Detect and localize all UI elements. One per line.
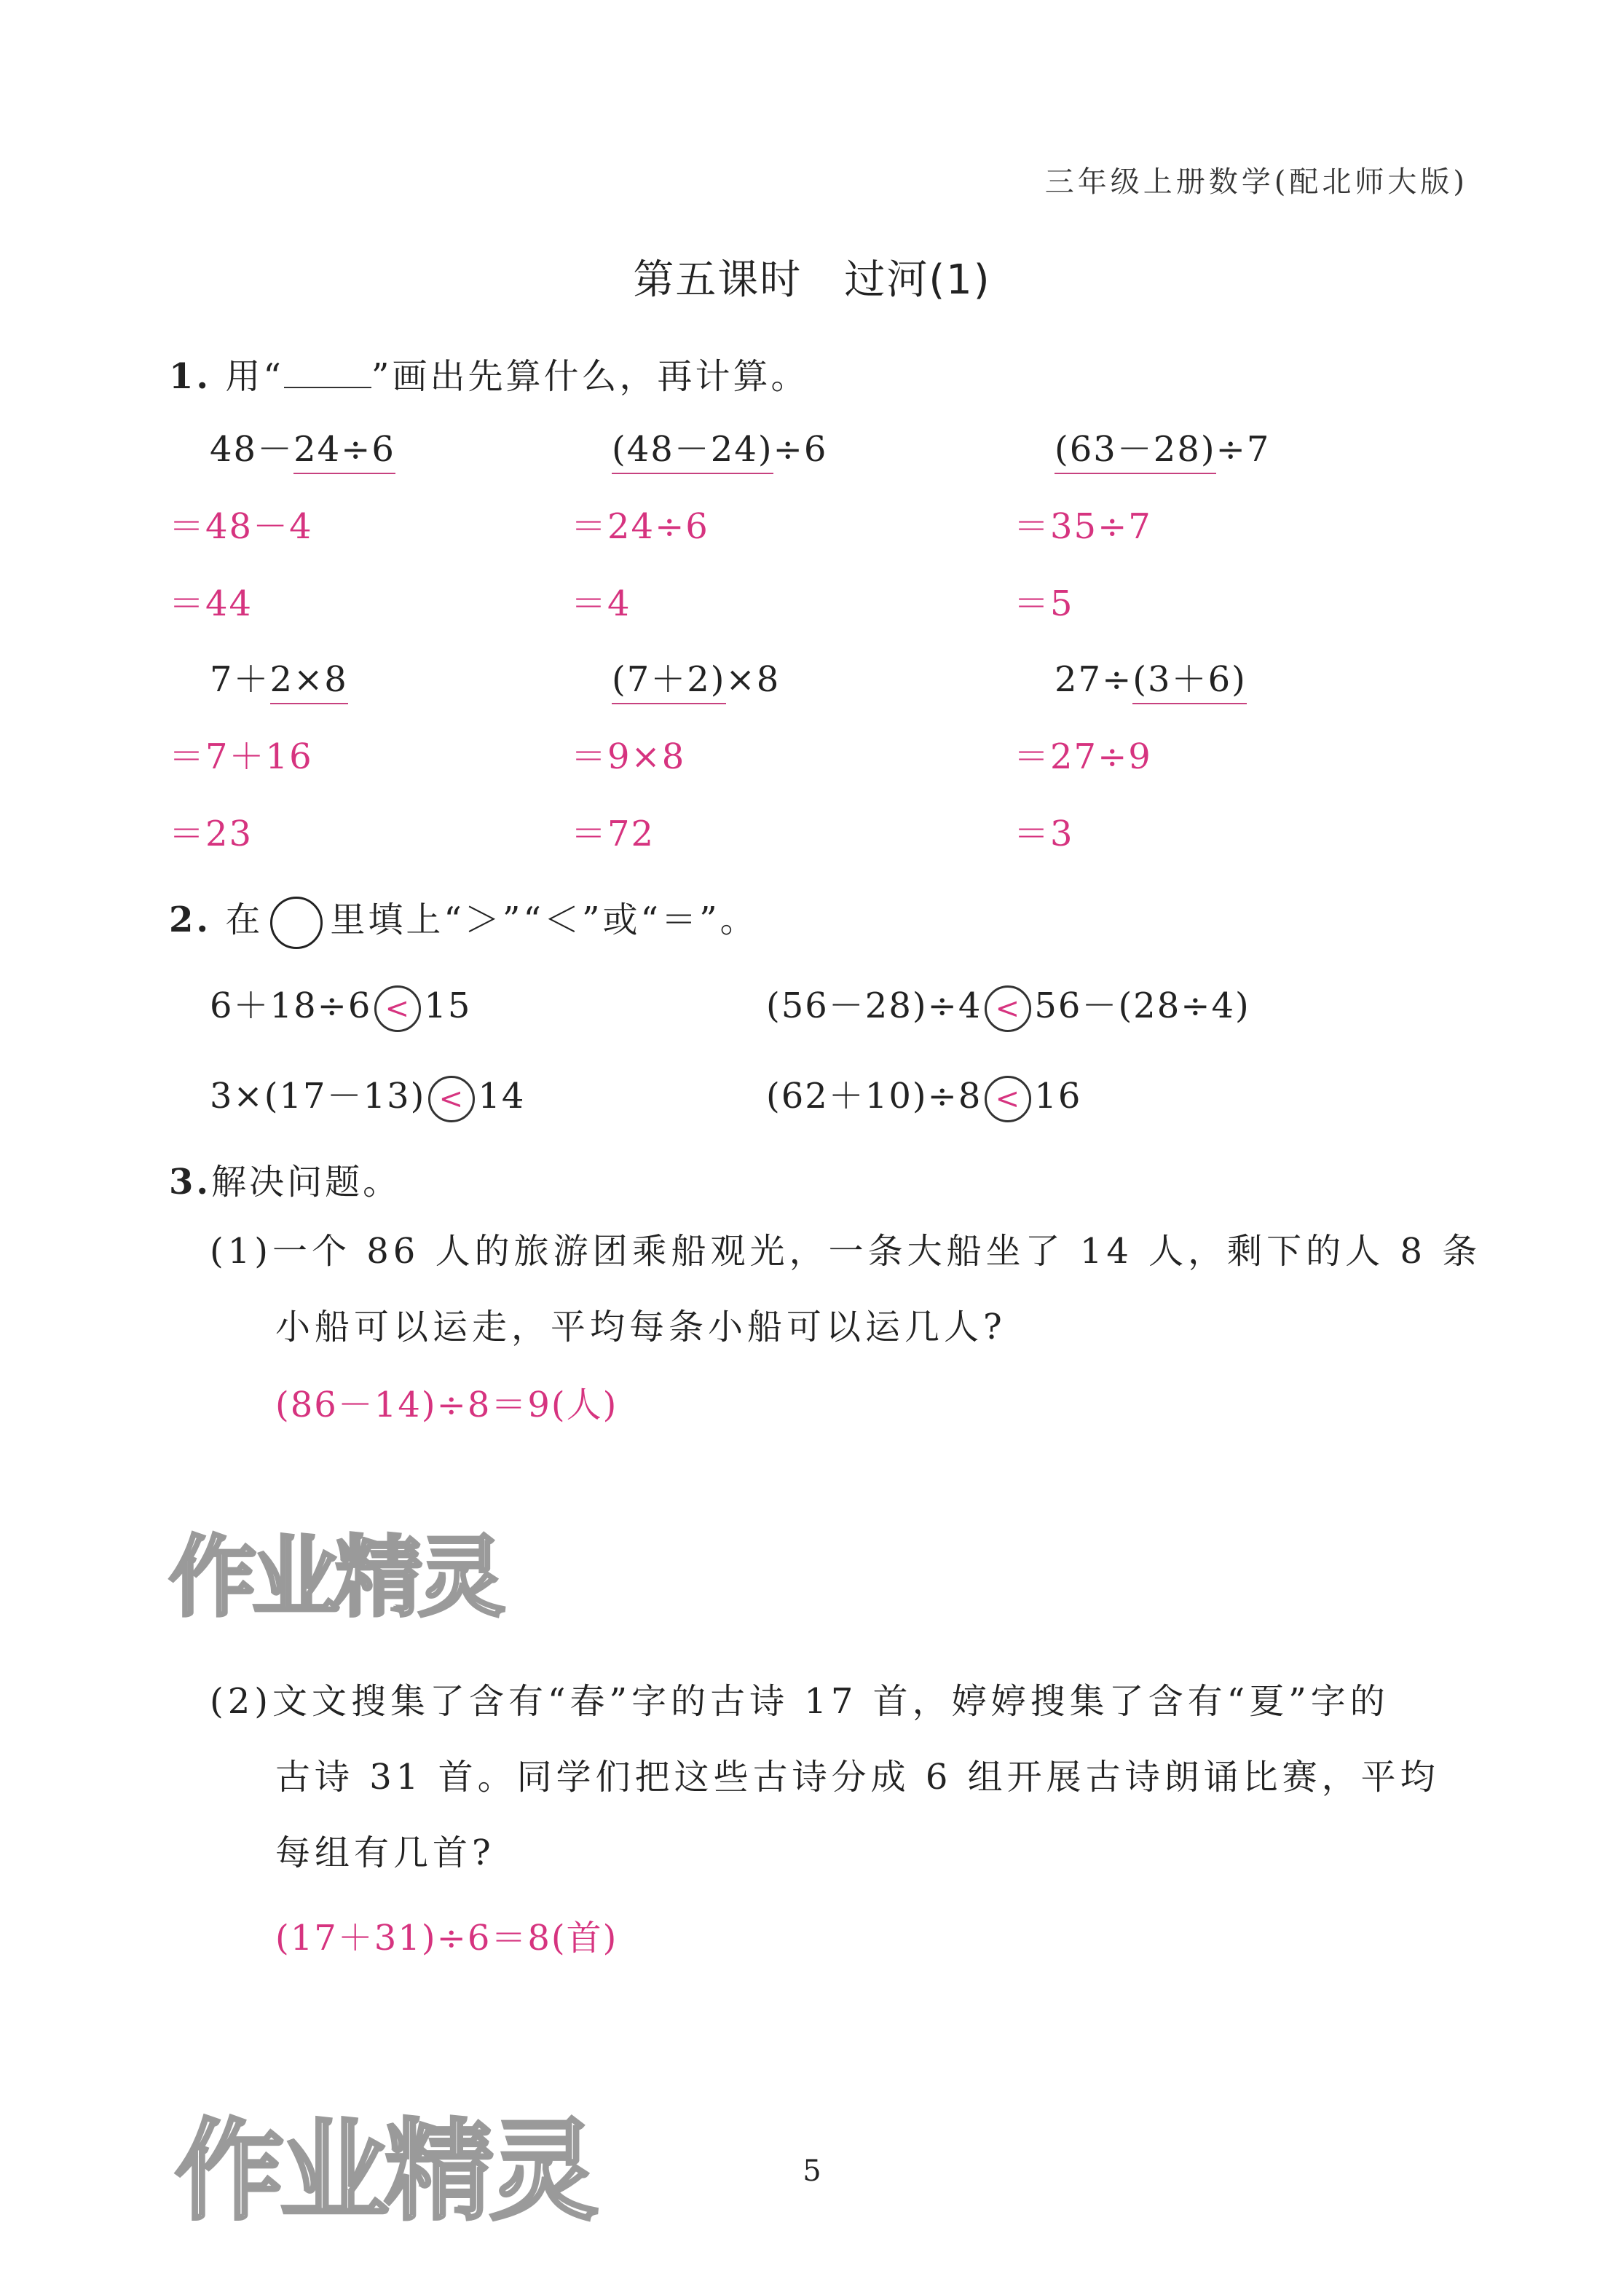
compare-circle: < — [985, 985, 1031, 1032]
expr-2-2-step2: ＝72 — [571, 814, 655, 854]
expr-1-3: (63－28)÷7 — [1055, 421, 1270, 471]
question-1-instruction — [169, 348, 808, 398]
compare-circle: < — [985, 1076, 1031, 1122]
compare-item-2: (56－28)÷4 < 56－(28÷4) — [766, 977, 1250, 1032]
lesson-title: 第五课时 过河(1) — [633, 256, 991, 304]
expr-2-3: 27÷(3＋6) — [1055, 651, 1247, 701]
expr-1-1-step2: ＝44 — [169, 583, 253, 624]
compare-item-3: 3×(17－13) < 14 — [210, 1068, 525, 1122]
question-2-number: 2. — [169, 900, 212, 940]
question-1-post: ”画出先算什么，再计算。 — [371, 356, 809, 397]
expr-1-2-step2: ＝4 — [571, 583, 631, 624]
problem-1-line1: (1)一个 86 人的旅游团乘船观光，一条大船坐了 14 人，剩下的人 8 条 — [210, 1231, 1482, 1272]
problem-2-line2: 古诗 31 首。同学们把这些古诗分成 6 组开展古诗朗诵比赛，平均 — [275, 1757, 1440, 1798]
expr-2-1-step1: ＝7＋16 — [169, 736, 313, 777]
expr-1-3-step2: ＝5 — [1014, 583, 1074, 624]
watermark-bottom: 作业精灵 — [175, 2109, 595, 2235]
expr-1-2-step1: ＝24÷6 — [571, 506, 709, 547]
problem-2-line1: (2)文文搜集了含有“春”字的古诗 17 首，婷婷搜集了含有“夏”字的 — [210, 1681, 1390, 1722]
question-2-instruction: 2. 在 里填上“＞”“＜”或“＝”。 — [169, 891, 758, 949]
expr-2-2: (7＋2)×8 — [612, 651, 780, 701]
expr-1-3-step1: ＝35÷7 — [1014, 506, 1152, 547]
expr-2-3-step1: ＝27÷9 — [1014, 736, 1152, 777]
problem-2-line3: 每组有几首? — [275, 1833, 495, 1873]
question-1-pre: 用“ — [225, 356, 284, 397]
compare-item-4: (62＋10)÷8 < 16 — [766, 1068, 1081, 1122]
expr-1-1: 48－24÷6 — [210, 421, 395, 471]
compare-item-1: 6＋18÷6 < 15 — [210, 977, 471, 1032]
problem-2-answer: (17＋31)÷6＝8(首) — [275, 1918, 618, 1959]
page-header: 三年级上册数学(配北师大版) — [1044, 165, 1468, 199]
question-3-number: 3. — [169, 1162, 212, 1202]
compare-circle: < — [374, 985, 421, 1032]
expr-1-2: (48－24)÷6 — [612, 421, 827, 471]
question-3-instruction: 3.解决问题。 — [169, 1162, 401, 1202]
page-number: 5 — [803, 2154, 821, 2188]
compare-circle: < — [428, 1076, 475, 1122]
watermark-top: 作业精灵 — [169, 1527, 501, 1629]
problem-1-line2: 小船可以运走，平均每条小船可以运几人? — [275, 1307, 1006, 1347]
expr-2-1-step2: ＝23 — [169, 814, 253, 854]
expr-2-2-step1: ＝9×8 — [571, 736, 686, 777]
expr-2-1: 7＋2×8 — [210, 651, 348, 701]
expr-1-1-step1: ＝48－4 — [169, 506, 313, 547]
problem-1-answer: (86－14)÷8＝9(人) — [275, 1385, 618, 1425]
question-1-number: 1. — [169, 356, 212, 397]
empty-circle-icon — [270, 897, 323, 949]
expr-2-3-step2: ＝3 — [1014, 814, 1074, 854]
underline-blank — [284, 358, 371, 388]
